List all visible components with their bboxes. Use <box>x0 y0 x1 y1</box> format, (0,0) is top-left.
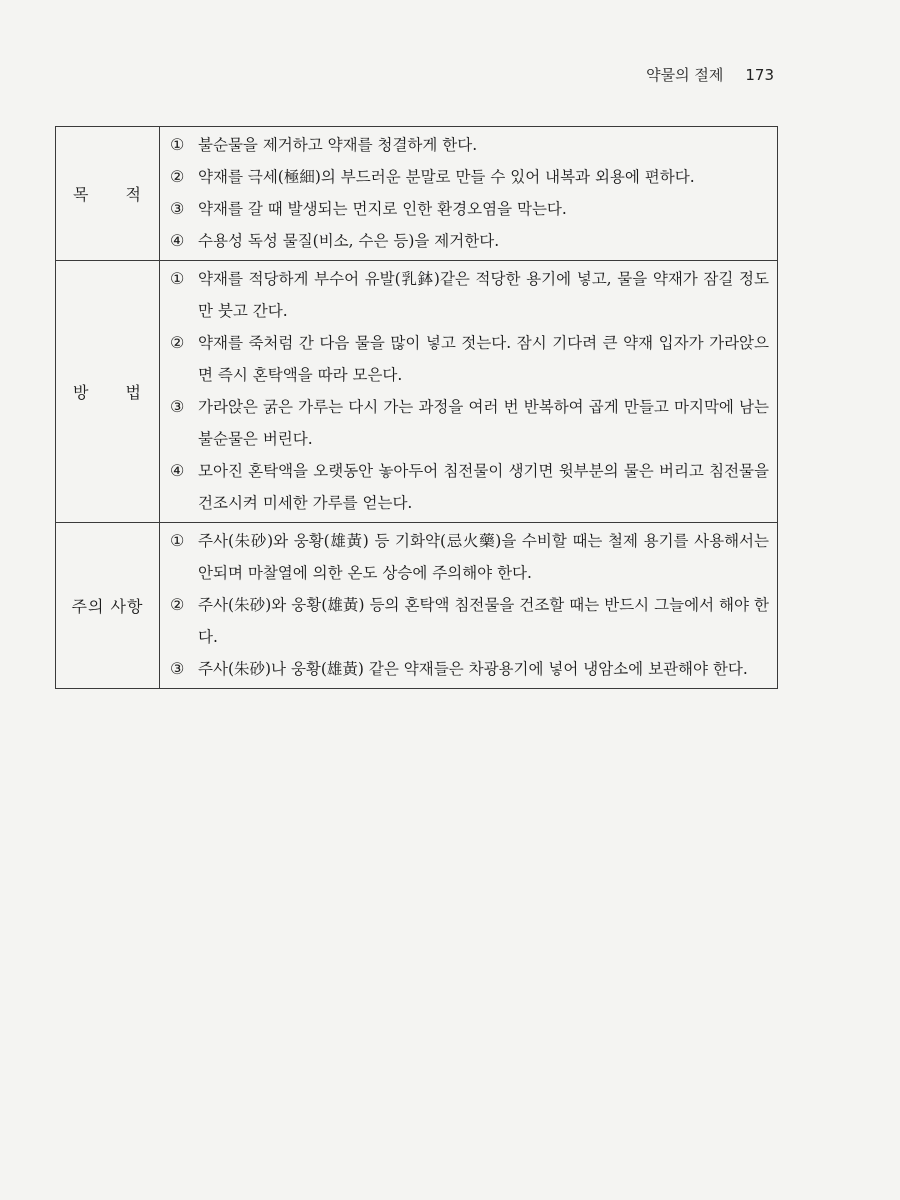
item-number: ③ <box>170 659 185 678</box>
item-number: ④ <box>170 461 185 480</box>
list-item <box>170 225 769 257</box>
item-number: ④ <box>170 231 185 250</box>
row-body-method <box>160 261 778 523</box>
item-text: 모아진 혼탁액을 오랫동안 놓아두어 침전물이 생기면 윗부분의 물은 버리고 침전물을 건조시켜 미세한 가루를 얻는다. <box>198 462 769 512</box>
item-text: 주사(朱砂)와 웅황(雄黃) 등 기화약(忌火藥)을 수비할 때는 철제 용기를 사용해서는 안되며 마찰열에 의한 온도 상승에 주의해야 한다. <box>198 532 769 582</box>
item-number: ③ <box>170 397 185 416</box>
list-item <box>170 455 769 519</box>
item-number: ③ <box>170 199 185 218</box>
list-item <box>170 161 769 193</box>
page-header <box>646 64 774 85</box>
item-number: ① <box>170 135 185 154</box>
row-heading-method <box>56 261 160 523</box>
item-text: 약재를 적당하게 부수어 유발(乳鉢)같은 적당한 용기에 넣고, 물을 약재가 잠길 정도만 붓고 간다. <box>198 270 769 320</box>
item-number: ② <box>170 167 185 186</box>
table-row-method <box>56 261 778 523</box>
content-table <box>55 126 778 689</box>
row-heading-purpose <box>56 127 160 261</box>
item-number: ① <box>170 269 185 288</box>
row-body-purpose <box>160 127 778 261</box>
chapter-title: 약물의 절제 <box>646 66 724 84</box>
list-item <box>170 653 769 685</box>
list-item <box>170 391 769 455</box>
item-number: ① <box>170 531 185 550</box>
list-item <box>170 129 769 161</box>
item-text: 가라앉은 굵은 가루는 다시 가는 과정을 여러 번 반복하여 곱게 만들고 마지막에 남는 불순물은 버린다. <box>198 398 769 448</box>
row-body-precautions <box>160 523 778 689</box>
item-text: 약재를 갈 때 발생되는 먼지로 인한 환경오염을 막는다. <box>198 200 567 218</box>
item-text: 불순물을 제거하고 약재를 청결하게 한다. <box>198 136 478 154</box>
table-row-precautions <box>56 523 778 689</box>
item-text: 약재를 극세(極細)의 부드러운 분말로 만들 수 있어 내복과 외용에 편하다. <box>198 168 695 186</box>
row-heading-label: 주의 사항 <box>71 597 144 616</box>
list-item <box>170 327 769 391</box>
row-heading-label: 목 적 <box>73 185 142 204</box>
row-heading-label: 방 법 <box>73 383 142 402</box>
list-item <box>170 525 769 589</box>
item-text: 약재를 죽처럼 간 다음 물을 많이 넣고 젓는다. 잠시 기다려 큰 약재 입자가 가라앉으면 즉시 혼탁액을 따라 모은다. <box>198 334 769 384</box>
item-number: ② <box>170 333 185 352</box>
list-item <box>170 589 769 653</box>
item-text: 수용성 독성 물질(비소, 수은 등)을 제거한다. <box>198 232 500 250</box>
item-text: 주사(朱砂)와 웅황(雄黃) 등의 혼탁액 침전물을 건조할 때는 반드시 그늘에서 해야 한다. <box>198 596 769 646</box>
item-number: ② <box>170 595 185 614</box>
list-item <box>170 263 769 327</box>
list-item <box>170 193 769 225</box>
page-number: 173 <box>745 66 774 84</box>
table-row-purpose <box>56 127 778 261</box>
row-heading-precautions <box>56 523 160 689</box>
item-text: 주사(朱砂)나 웅황(雄黃) 같은 약재들은 차광용기에 넣어 냉암소에 보관해야 한다. <box>198 660 748 678</box>
